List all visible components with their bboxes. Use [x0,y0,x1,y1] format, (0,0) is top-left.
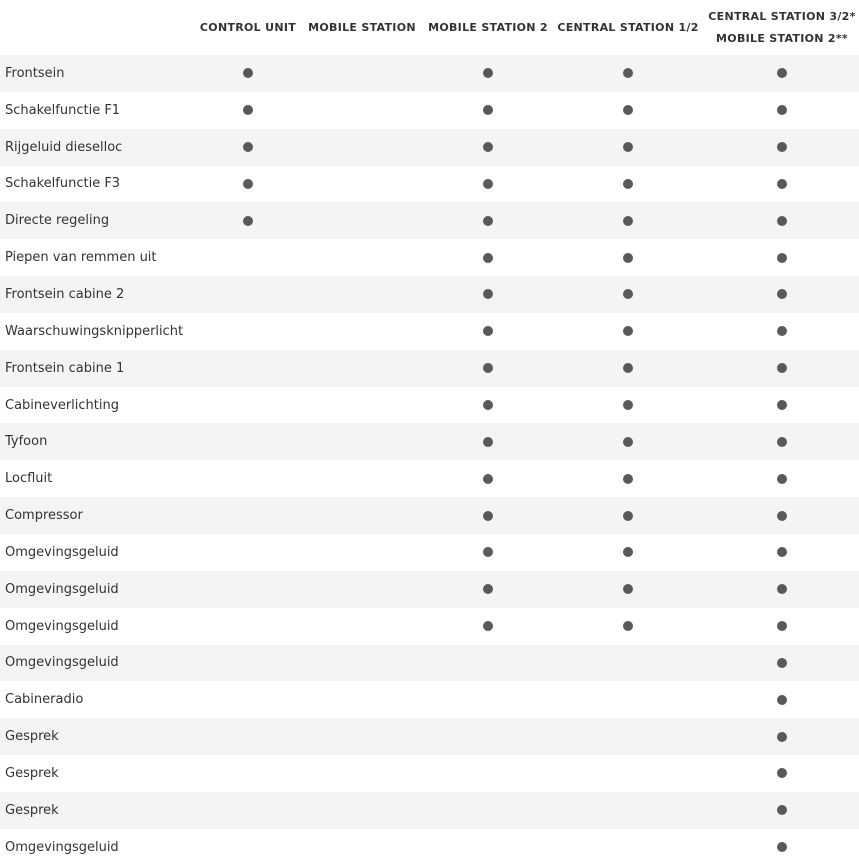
supported-dot-icon [777,253,787,263]
supported-dot-icon [777,695,787,705]
table-row [0,645,859,682]
function-name: Directe regeling [5,213,110,229]
supported-dot-icon [483,621,493,631]
function-name: Schakelfunctie F3 [5,176,121,192]
table-row [0,792,859,829]
function-name: Gesprek [5,802,59,818]
supported-dot-icon [777,474,787,484]
table-row [0,534,859,571]
supported-dot-icon [623,68,633,78]
supported-dot-icon [483,105,493,115]
supported-dot-icon [777,326,787,336]
supported-dot-icon [777,842,787,852]
supported-dot-icon [243,216,253,226]
function-name: Rijgeluid dieselloc [5,139,123,155]
supported-dot-icon [777,363,787,373]
supported-dot-icon [483,289,493,299]
table-header [0,0,859,55]
table-row [0,718,859,755]
column-header-central-station-3-2: CENTRAL STATION 3/2* MOBILE STATION 2** [708,9,856,45]
column-header-control-unit: CONTROL UNIT [199,20,297,34]
function-name: Tyfoon [5,434,48,450]
supported-dot-icon [777,68,787,78]
function-name: Gesprek [5,729,59,745]
supported-dot-icon [483,326,493,336]
function-name: Omgevingsgeluid [5,544,119,560]
supported-dot-icon [483,547,493,557]
supported-dot-icon [243,142,253,152]
supported-dot-icon [483,363,493,373]
supported-dot-icon [623,400,633,410]
supported-dot-icon [777,658,787,668]
function-name: Frontsein cabine 1 [5,360,125,376]
supported-dot-icon [777,142,787,152]
table-row [0,239,859,276]
supported-dot-icon [777,547,787,557]
column-header-mobile-station: MOBILE STATION [308,20,416,34]
function-name: Schakelfunctie F1 [5,102,121,118]
supported-dot-icon [623,326,633,336]
supported-dot-icon [623,584,633,594]
function-name: Omgevingsgeluid [5,655,119,671]
table-row [0,202,859,239]
supported-dot-icon [623,437,633,447]
supported-dot-icon [483,142,493,152]
supported-dot-icon [623,474,633,484]
table-row [0,829,859,866]
table-row [0,129,859,166]
table-row [0,55,859,92]
function-name: Cabineverlichting [5,397,119,413]
supported-dot-icon [623,105,633,115]
function-name: Gesprek [5,765,59,781]
supported-dot-icon [623,289,633,299]
supported-dot-icon [483,474,493,484]
table-row [0,350,859,387]
supported-dot-icon [483,511,493,521]
supported-dot-icon [483,400,493,410]
table-body [0,55,859,866]
column-header-mobile-station-2: MOBILE STATION 2 [428,20,548,34]
function-name: Omgevingsgeluid [5,618,119,634]
supported-dot-icon [623,179,633,189]
supported-dot-icon [777,732,787,742]
supported-dot-icon [623,142,633,152]
supported-dot-icon [623,547,633,557]
column-header-central-station-1-2: CENTRAL STATION 1/2 [557,20,699,34]
supported-dot-icon [623,363,633,373]
supported-dot-icon [777,437,787,447]
table-row [0,681,859,718]
supported-dot-icon [243,179,253,189]
supported-dot-icon [623,621,633,631]
supported-dot-icon [623,511,633,521]
supported-dot-icon [243,105,253,115]
supported-dot-icon [483,68,493,78]
function-name: Omgevingsgeluid [5,581,119,597]
supported-dot-icon [777,105,787,115]
table-row [0,423,859,460]
function-name: Locfluit [5,471,53,487]
supported-dot-icon [777,511,787,521]
function-name: Cabineradio [5,692,84,708]
supported-dot-icon [243,68,253,78]
supported-dot-icon [483,437,493,447]
supported-dot-icon [777,179,787,189]
supported-dot-icon [483,253,493,263]
table-row [0,387,859,424]
supported-dot-icon [623,253,633,263]
table-row [0,276,859,313]
function-name: Omgevingsgeluid [5,839,119,855]
function-name: Piepen van remmen uit [5,250,157,266]
supported-dot-icon [777,621,787,631]
supported-dot-icon [623,216,633,226]
table-row [0,755,859,792]
table-row [0,460,859,497]
table-row [0,313,859,350]
table-row [0,166,859,203]
function-name: Waarschuwingsknipperlicht [5,323,184,339]
supported-dot-icon [483,179,493,189]
supported-dot-icon [777,584,787,594]
supported-dot-icon [483,584,493,594]
table-row [0,92,859,129]
function-name: Compressor [5,508,83,524]
supported-dot-icon [777,805,787,815]
supported-dot-icon [777,400,787,410]
function-name: Frontsein cabine 2 [5,286,125,302]
supported-dot-icon [777,768,787,778]
function-name: Frontsein [5,65,65,81]
table-row [0,608,859,645]
supported-dot-icon [777,216,787,226]
supported-dot-icon [777,289,787,299]
table-row [0,571,859,608]
supported-dot-icon [483,216,493,226]
table-row [0,497,859,534]
